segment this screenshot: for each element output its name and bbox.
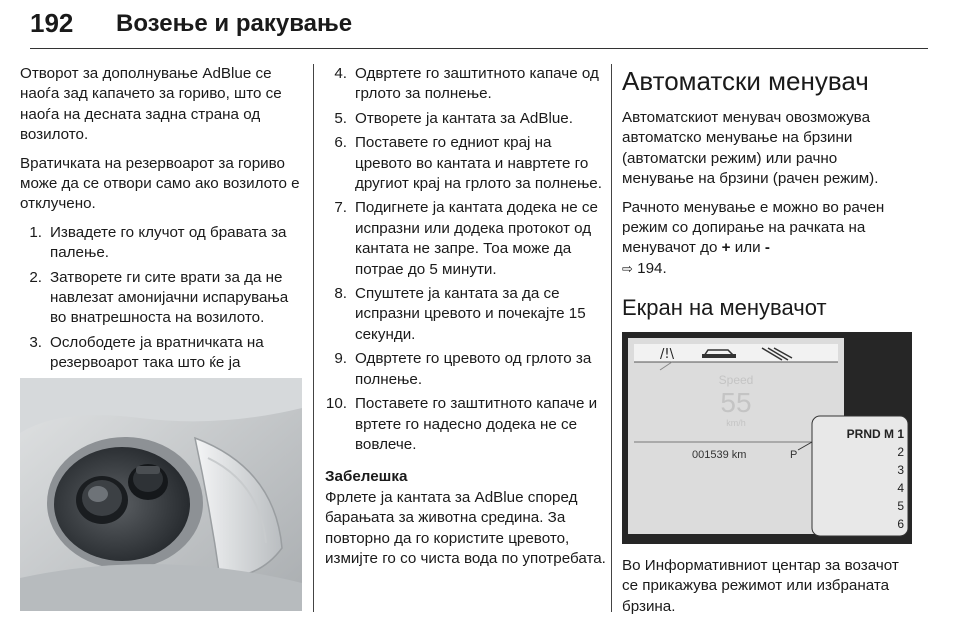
paragraph-fuel-door: Вратичката на резервоарот за гориво може да се отвори само ако возилото е отклучено. — [20, 154, 300, 213]
note-title: Забелешка — [325, 468, 408, 486]
odometer-reading: 001539 km — [692, 449, 747, 461]
note-text: Фрлете ја кантата за AdBlue според барањата за животна средина. За повторно да го користите цревото, измијте го со чиста вода по употребата. — [325, 488, 606, 567]
paragraph-automatic-transmission: Автоматскиот менувач овозможува автоматско менување на брзини (автоматски режим) или рачно менување на брзини (рачен режим). — [622, 109, 879, 188]
step-item: 1. Извадете го клучот од бравата за палење. — [29, 223, 287, 262]
instrument-cluster-illustration — [622, 332, 912, 544]
step-item: 7. Подигнете ја кантата додека не се испразни или додека протокот од кантата не запре. Тоа може да потрае до 5 минути. — [334, 199, 598, 278]
chapter-title: Возење и ракување — [116, 10, 353, 37]
speed-value: 55 — [720, 387, 752, 418]
speed-label: Speed — [718, 373, 754, 387]
transmission-display-image — [622, 332, 912, 544]
column-divider-2 — [611, 64, 612, 612]
paragraph-driver-info-center: Во Информативниот центар за возачот се прикажува режимот или избраната брзина. — [622, 557, 899, 615]
minus-symbol: - — [764, 239, 770, 257]
speed-unit: km/h — [726, 418, 746, 428]
gear-number: 5 — [897, 499, 904, 513]
paragraph-manual-mode: Рачното менување е можно во рачен режим со допирање на рачката на менувачот до + или - ⇨ 194. — [622, 198, 885, 277]
column-3 — [622, 64, 912, 334]
step-item: 3. Ослободете ја вратничката на резервоарот така што ќе ја — [20, 333, 302, 395]
column-divider-1 — [313, 64, 314, 612]
step-item: 2. Затворете ги сите врати за да не навлезат амонијачни испарувања во внатрешноста на возилото. — [29, 268, 289, 327]
gear-indicator: P — [790, 449, 798, 461]
step-item: 8. Спуштете ја кантата за да се испразни цревото и почекајте 15 секунди. — [334, 285, 586, 343]
gear-number: 4 — [897, 481, 904, 495]
plus-symbol: + — [721, 239, 731, 257]
adblue-filler-photo — [20, 378, 302, 611]
steps-list-1 — [20, 223, 302, 395]
warning-triangle-icon — [660, 347, 675, 362]
svg-text:/!\: /!\ — [660, 347, 674, 362]
step-item: 9. Одвртете го цревото од грлото за полнење. — [334, 350, 592, 388]
subsection-heading: Екран на менувачот — [622, 295, 827, 321]
step-item: 10. Поставете го заштитното капаче и вртете го надесно додека не се вовлече. — [325, 395, 598, 453]
paragraph-adblue-location: Отворот за дополнување AdBlue се наоѓа зад капачето за гориво, што се наоѓа на десната задна страна од возилото. — [20, 65, 282, 144]
steps-list-2 — [325, 64, 608, 455]
step-item: 6. Поставете го едниот крај на цревото во кантата и навртете го другиот крај на грлото за полнење. — [334, 134, 602, 193]
step-item: 5. Отворете ја кантата за AdBlue. — [334, 109, 573, 127]
gear-number: 2 — [897, 445, 904, 459]
page-number: 192 — [30, 8, 74, 38]
gear-number: 3 — [897, 463, 904, 477]
gear-number: 6 — [897, 517, 904, 531]
section-heading: Автоматски менувач — [622, 66, 869, 96]
filler-illustration — [20, 378, 302, 611]
page-header — [30, 8, 928, 48]
column-1 — [20, 64, 302, 403]
gear-sequence-label: PRND M 1 — [846, 427, 904, 441]
header-divider — [30, 48, 928, 49]
step-item: 4. Одвртете го заштитното капаче од грлото за полнење. — [334, 65, 599, 103]
column-2 — [325, 64, 608, 577]
page-reference-arrow-icon: ⇨ — [622, 261, 633, 277]
page-reference-link[interactable]: 194. — [637, 259, 667, 277]
